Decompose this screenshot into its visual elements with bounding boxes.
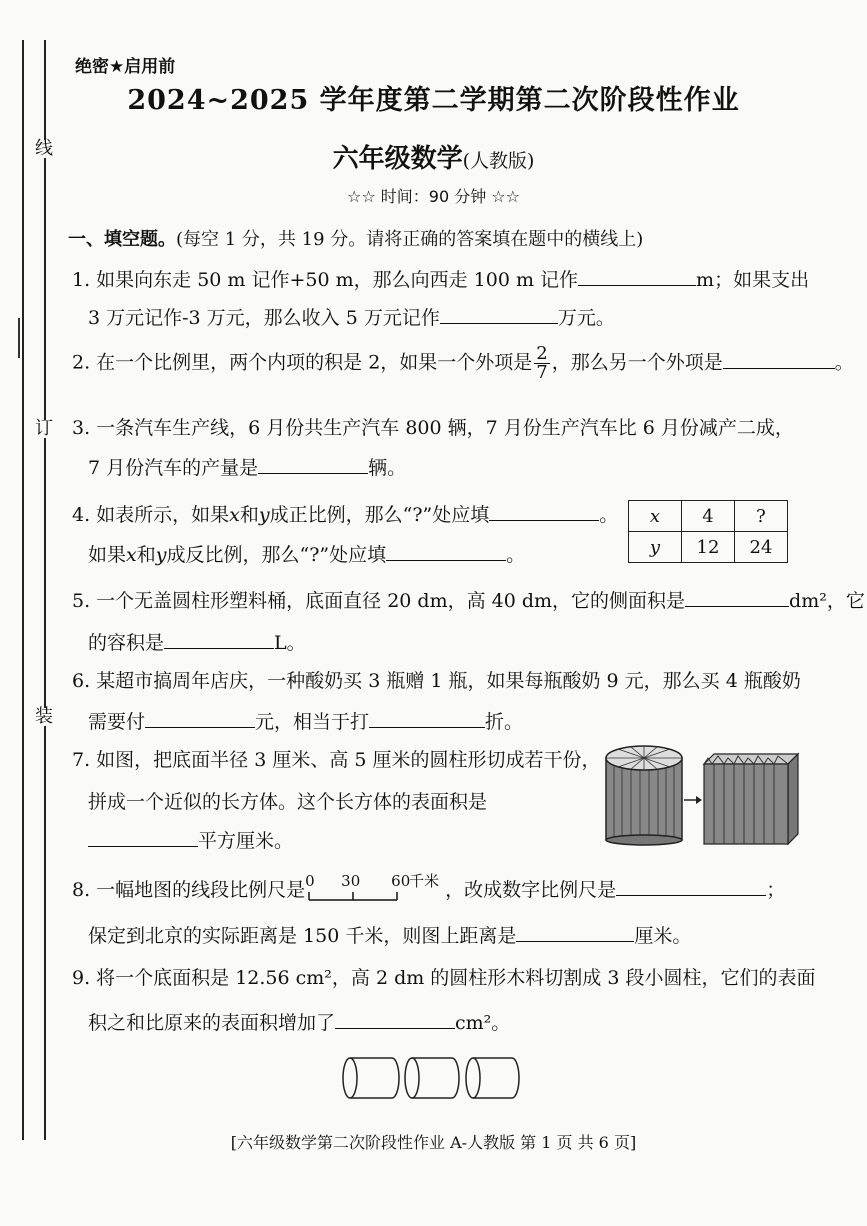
answer-blank[interactable] xyxy=(258,455,368,474)
q8-text: 8. 一幅地图的线段比例尺是 xyxy=(72,879,306,901)
fraction-denominator: 7 xyxy=(536,362,548,383)
q1-text: 1. 如果向东走 50 m 记作+50 m，那么向西走 100 m 记作 xyxy=(72,269,579,291)
subject-title: 六年级数学 xyxy=(332,144,463,174)
answer-blank[interactable] xyxy=(335,1010,455,1029)
answer-blank[interactable] xyxy=(386,542,506,561)
table-cell: 4 xyxy=(682,501,735,532)
q1-text-2: m；如果支出 xyxy=(696,269,810,291)
answer-blank[interactable] xyxy=(88,828,198,847)
question-4-line-1 xyxy=(72,500,618,527)
fraction xyxy=(534,345,549,382)
table-cell: y xyxy=(629,532,682,563)
question-1-line-2 xyxy=(88,303,615,330)
answer-blank[interactable] xyxy=(489,502,599,521)
q5-text-2: dm²，它 xyxy=(789,590,865,612)
var-y: y xyxy=(258,504,270,526)
question-8-line-1 xyxy=(72,872,786,902)
time-limit: ☆☆ 时间：90 分钟 ☆☆ xyxy=(347,187,520,206)
answer-blank[interactable] xyxy=(578,267,696,286)
table-cell: 24 xyxy=(735,532,788,563)
q7-text: 7. 如图，把底面半径 3 厘米、高 5 厘米的圆柱形切成若干份， xyxy=(72,749,601,771)
arrow-icon xyxy=(684,796,702,804)
question-9-line-1 xyxy=(72,963,815,990)
q4-text-3: 。 xyxy=(599,504,619,526)
question-1-line-1 xyxy=(72,265,809,292)
question-6-line-2 xyxy=(88,707,523,734)
question-7-line-2 xyxy=(88,787,487,814)
table-cell: ? xyxy=(735,501,788,532)
q3-text: 3. 一条汽车生产线，6 月份共生产汽车 800 辆，7 月份生产汽车比 6 月份减产二成， xyxy=(72,417,794,439)
scale-ruler xyxy=(305,890,405,902)
binding-label-line: 线 xyxy=(35,138,53,159)
cylinder-piece-icon xyxy=(466,1058,519,1098)
section-note: (每空 1 分，共 19 分。请将正确的答案填在题中的横线上) xyxy=(176,229,644,250)
table-row xyxy=(629,532,788,563)
q6-text-4: 折。 xyxy=(485,711,524,733)
cylinder-icon xyxy=(606,746,682,845)
binding-label-staple: 订 xyxy=(35,418,53,439)
page-footer: [六年级数学第二次阶段性作业 A-人教版 第 1 页 共 6 页] xyxy=(230,1133,637,1152)
answer-blank[interactable] xyxy=(145,709,255,728)
table-row xyxy=(629,501,788,532)
answer-blank[interactable] xyxy=(723,350,835,369)
scale-unit: 千米 xyxy=(409,872,440,890)
answer-blank[interactable] xyxy=(616,877,766,896)
q6-text-2: 需要付 xyxy=(88,711,146,733)
question-6-line-1 xyxy=(72,666,801,693)
confidential-label: 绝密★启用前 xyxy=(75,57,176,77)
table-cell: 12 xyxy=(682,532,735,563)
q4-text: 4. 如表所示，如果 xyxy=(72,504,230,526)
var-y: y xyxy=(155,544,167,566)
question-2 xyxy=(72,345,854,382)
q5-text: 5. 一个无盖圆柱形塑料桶，底面直径 20 dm，高 40 dm，它的侧面积是 xyxy=(72,590,686,612)
var-x: x xyxy=(126,544,137,566)
scale-label-0: 0 xyxy=(305,872,315,890)
q5-text-3: 的容积是 xyxy=(88,632,165,654)
section-label: 一、填空题。 xyxy=(68,229,176,250)
fraction-numerator: 2 xyxy=(536,343,548,364)
question-7-line-1 xyxy=(72,745,601,772)
q9-text-2: 积之和比原来的表面积增加了 xyxy=(88,1012,336,1034)
cylinder-to-cuboid-figure xyxy=(604,742,800,846)
q7-text-3: 平方厘米。 xyxy=(198,830,294,852)
q4-text-6: 。 xyxy=(506,544,526,566)
answer-blank[interactable] xyxy=(164,630,274,649)
scale-label-60: 60 xyxy=(391,872,411,890)
question-5-line-1 xyxy=(72,586,865,613)
q6-text: 6. 某超市搞周年店庆，一种酸奶买 3 瓶赠 1 瓶，如果每瓶酸奶 9 元，那么买 4 瓶酸奶 xyxy=(72,670,801,692)
page-subtitle xyxy=(0,138,867,175)
question-3-line-2 xyxy=(88,453,406,480)
q9-text: 9. 将一个底面积是 12.56 cm²，高 2 dm 的圆柱形木料切割成 3 段小圆柱，它们的表面 xyxy=(72,967,816,989)
q3-text-2: 7 月份汽车的产量是 xyxy=(88,457,259,479)
proportion-table xyxy=(628,500,788,563)
question-8-line-2 xyxy=(88,921,691,948)
q1-text-4: 万元。 xyxy=(557,307,615,329)
binding-mark xyxy=(18,318,30,358)
q1-text-3: 3 万元记作-3 万元，那么收入 5 万元记作 xyxy=(88,307,440,329)
q4-and: 和 xyxy=(136,544,156,566)
scale-bar xyxy=(305,872,445,902)
q8-text-3: ； xyxy=(766,879,786,901)
three-cylinders-figure xyxy=(340,1054,522,1102)
q2-text-2: ，那么另一个外项是 xyxy=(551,351,723,374)
question-4-line-2 xyxy=(88,540,525,567)
question-7-line-3 xyxy=(88,826,293,853)
q8-text-5: 厘米。 xyxy=(634,925,692,947)
binding-label-bind: 装 xyxy=(35,706,53,727)
q4-and: 和 xyxy=(239,504,259,526)
q3-text-3: 辆。 xyxy=(368,457,407,479)
q4-text-4: 如果 xyxy=(88,544,127,566)
q6-text-3: 元，相当于打 xyxy=(255,711,370,733)
q2-text-3: 。 xyxy=(834,351,854,374)
edition-label: (人教版) xyxy=(462,150,535,172)
q4-text-2: 成正比例，那么“?”处应填 xyxy=(269,504,490,526)
page-title: 2024~2025 学年度第二学期第二次阶段性作业 xyxy=(127,85,740,116)
q9-text-3: cm²。 xyxy=(455,1012,511,1034)
q7-text-2: 拼成一个近似的长方体。这个长方体的表面积是 xyxy=(88,791,488,813)
q8-text-2: ，改成数字比例尺是 xyxy=(445,879,617,901)
q4-text-5: 成反比例，那么“?”处应填 xyxy=(166,544,387,566)
answer-blank[interactable] xyxy=(685,588,789,607)
q5-text-4: L。 xyxy=(274,632,306,654)
scale-label-30: 30 xyxy=(341,872,361,890)
answer-blank[interactable] xyxy=(369,709,485,728)
question-5-line-2 xyxy=(88,628,306,655)
answer-blank[interactable] xyxy=(440,305,558,324)
q2-text: 2. 在一个比例里，两个内项的积是 2，如果一个外项是 xyxy=(72,351,533,374)
answer-blank[interactable] xyxy=(516,923,634,942)
q8-text-4: 保定到北京的实际距离是 150 千米，则图上距离是 xyxy=(88,925,517,947)
cuboid-icon xyxy=(704,754,798,844)
question-3-line-1 xyxy=(72,413,794,440)
section-heading xyxy=(68,225,643,251)
cylinder-piece-icon xyxy=(343,1058,399,1098)
var-x: x xyxy=(229,504,240,526)
question-9-line-2 xyxy=(88,1008,510,1035)
cylinder-piece-icon xyxy=(405,1058,459,1098)
table-cell: x xyxy=(629,501,682,532)
